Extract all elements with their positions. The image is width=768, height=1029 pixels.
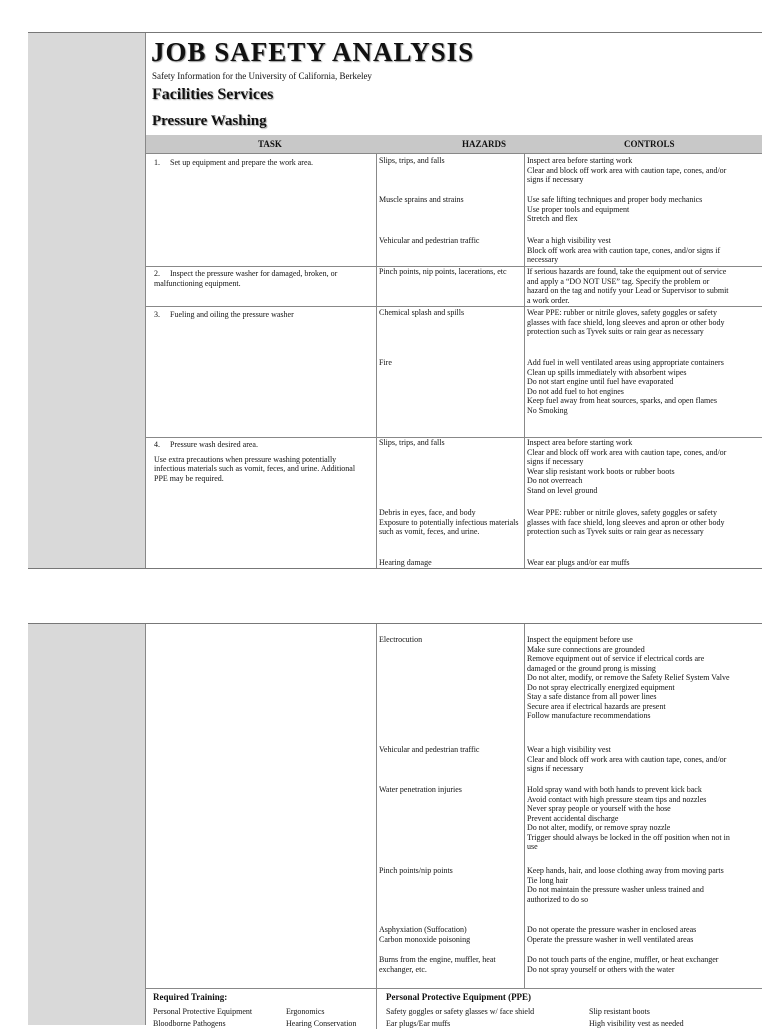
task-cell [154,158,368,168]
control-line: Remove equipment out of service if electrical cords are damaged or the ground prong is missing [527,654,705,673]
training-item: Personal Protective Equipment [153,1007,253,1016]
hazard-cell: Water penetration injuries [379,785,462,794]
control-line: Do not operate the pressure washer in enclosed areas [527,925,697,934]
control-line: No Smoking [527,405,568,415]
task-note: Use extra precautions when pressure washing potentially infectious materials such as vomit, feces, and urine. Additional PPE may be required. [154,454,356,483]
document-subtitle: Safety Information for the University of California, Berkeley [152,71,372,81]
control-line: Clear and block off work area with caution tape, cones, and/or signs if necessary [527,447,727,466]
column-divider [376,624,377,988]
control-line: Clear and block off work area with caution tape, cones, and/or signs if necessary [527,754,727,773]
control-line: Keep fuel away from heat sources, sparks, and open flames [527,396,717,405]
task-number: 3. [154,310,160,319]
control-cell: Wear PPE: rubber or nitrile gloves, safety goggles or safety glasses with face shield, long sleeves and apron or other body protection such as Tyvek suits or rain gear as necessary [527,308,725,336]
task-text: Set up equipment and prepare the work area. [170,158,314,167]
control-line: Stretch and flex [527,214,578,223]
control-line: Do not alter, modify, or remove the Safety Relief System Valve [527,673,730,682]
table-row [146,266,762,307]
document-title: JOB SAFETY ANALYSIS [151,37,475,67]
hazard-cell: Hearing damage [379,558,432,567]
column-divider [376,989,377,1029]
control-line: Do not spray electrically energized equipment [527,682,675,692]
control-line: Operate the pressure washer in well ventilated areas [527,934,694,944]
hazard-cell: Chemical splash and spills [379,308,465,317]
control-cell [527,156,731,185]
control-line: Do not maintain the pressure washer unless trained and authorized to do so [527,885,704,904]
task-cell [154,440,368,483]
control-cell: Wear PPE: rubber or nitrile gloves, safety goggles or safety glasses with face shield, long sleeves and apron or other body protection such as Tyvek suits or rain gear as necessary [527,508,725,536]
task-number: 1. [154,158,160,167]
task-number: 2. [154,269,160,278]
control-line: Wear a high visibility vest [527,745,611,754]
control-cell [527,745,731,774]
control-line: Add fuel in well ventilated areas using appropriate containers [527,358,724,367]
controls-column-header: CONTROLS [624,139,675,149]
control-line: Inspect area before starting work [527,156,633,165]
control-cell [527,236,731,265]
page-content [145,33,762,568]
control-cell [527,866,731,904]
hazard-cell: Burns from the engine, muffler, heat exchanger, etc. [379,955,496,974]
control-line: Inspect area before starting work [527,438,633,447]
page-sidebar [28,624,145,1025]
hazard-cell: Muscle sprains and strains [379,195,464,204]
task-text: Pressure wash desired area. [170,440,258,449]
hazard-cell: Electrocution [379,635,423,644]
control-cell [527,195,731,224]
training-item: Bloodborne Pathogens [153,1019,226,1028]
table-row [146,437,762,569]
hazard-cell: Slips, trips, and falls [379,438,445,447]
control-line: Stand on level ground [527,485,598,495]
control-line: Do not spray yourself or others with the water [527,964,675,974]
task-text: Fueling and oiling the pressure washer [170,310,294,319]
table-row [146,153,762,267]
training-heading: Required Training: [153,992,228,1002]
control-line: Avoid contact with high pressure steam tips and nozzles [527,794,707,804]
control-cell [527,925,731,944]
document-page-1 [28,32,762,569]
task-cell [154,310,368,320]
ppe-heading: Personal Protective Equipment (PPE) [386,992,532,1002]
control-cell [527,955,731,974]
control-line: Tie long hair [527,875,569,885]
control-line: Clear and block off work area with caution tape, cones, and/or signs if necessary [527,165,727,184]
hazard-cell: Debris in eyes, face, and body Exposure to potentially infectious materials such as vomit, feces, and urine. [379,508,519,536]
control-line: Use proper tools and equipment [527,204,630,214]
control-cell: If serious hazards are found, take the equipment out of service and apply a “DO NOT USE” tag. Specify the problem or hazard on the tag and notify your Lead or Supervisor to submit a work order. [527,267,729,305]
control-line: Do not add fuel to hot engines [527,386,624,396]
control-line: Keep hands, hair, and loose clothing away from moving parts [527,866,724,875]
control-line: Trigger should always be locked in the off position when not in use [527,832,730,851]
control-line: Do not start engine until fuel have evaporated [527,377,674,386]
table-header [146,135,762,153]
task-number: 4. [154,440,160,449]
training-item: Ergonomics [286,1007,325,1016]
hazard-cell: Pinch points/nip points [379,866,453,875]
task-column-header: TASK [258,139,282,149]
control-line: Follow manufacture recommendations [527,711,651,720]
control-line: Use safe lifting techniques and proper body mechanics [527,195,703,204]
control-cell [527,635,731,721]
page-sidebar [28,33,145,568]
job-heading: Pressure Washing [152,113,267,129]
document-page-2 [28,623,762,1028]
control-line: Make sure connections are grounded [527,644,645,654]
control-line: Do not overreach [527,476,583,485]
ppe-item: High visibility vest as needed [589,1019,684,1028]
control-line: Prevent accidental discharge [527,813,619,823]
control-cell [527,785,731,852]
control-cell: Wear ear plugs and/or ear muffs [527,558,630,567]
control-line: Do not alter, modify, or remove spray nozzle [527,823,671,832]
control-line: Block off work area with caution tape, cones, and/or signs if necessary [527,245,721,264]
task-text: Inspect the pressure washer for damaged, broken, or malfunctioning equipment. [154,269,338,288]
control-line: Wear slip resistant work boots or rubber boots [527,466,675,476]
control-line: Wear a high visibility vest [527,236,611,245]
hazard-cell: Pinch points, nip points, lacerations, etc [379,267,507,276]
department-heading: Facilities Services [152,86,274,103]
hazard-cell: Fire [379,358,392,367]
page-content [145,624,762,1028]
control-line: Never spray people or yourself with the hose [527,804,671,813]
hazard-cell: Asphyxiation (Suffocation) Carbon monoxide poisoning [379,925,471,944]
control-cell [527,358,731,415]
ppe-item: Safety goggles or safety glasses w/ face shield [386,1007,535,1016]
column-divider [524,624,525,988]
control-line: Do not touch parts of the engine, muffler, or heat exchanger [527,955,719,964]
hazard-cell: Vehicular and pedestrian traffic [379,745,480,754]
ppe-item: Slip resistant boots [589,1007,650,1016]
control-cell [527,438,731,495]
table-row [146,306,762,438]
control-line: Inspect the equipment before use [527,635,633,644]
hazard-cell: Vehicular and pedestrian traffic [379,236,480,245]
training-ppe-section [146,988,762,1029]
control-line: Clean up spills immediately with absorbent wipes [527,367,687,377]
ppe-item: Ear plugs/Ear muffs [386,1019,451,1028]
hazards-column-header: HAZARDS [462,139,507,149]
hazard-cell: Slips, trips, and falls [379,156,445,165]
control-line: Hold spray wand with both hands to prevent kick back [527,785,702,794]
task-cell [154,269,368,288]
control-line: Stay a safe distance from all power lines [527,692,657,701]
control-line: Secure area if electrical hazards are present [527,701,666,711]
training-item: Hearing Conservation [286,1019,357,1028]
